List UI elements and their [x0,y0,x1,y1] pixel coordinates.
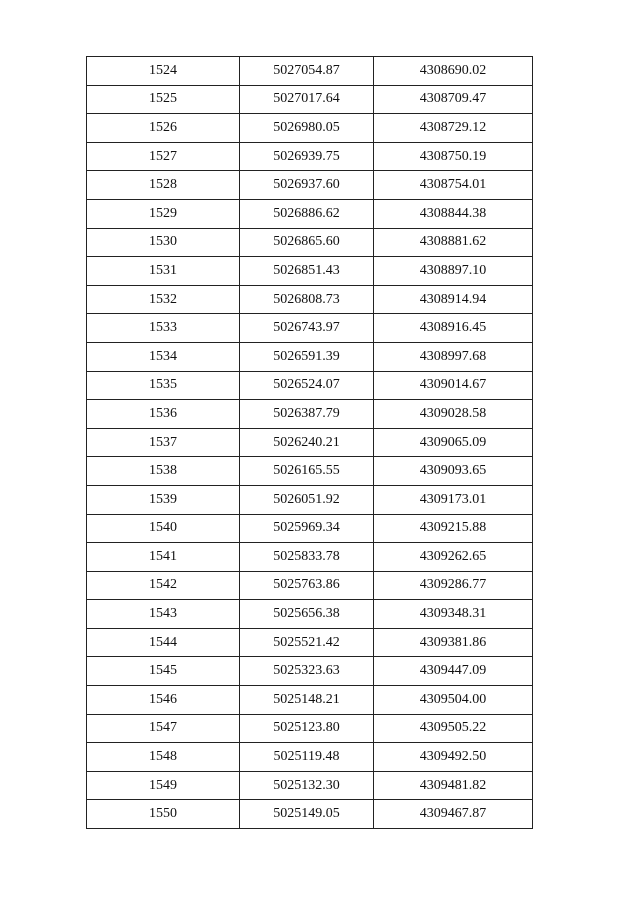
y-coordinate-cell: 4308914.94 [374,285,533,314]
y-coordinate-cell: 4308897.10 [374,257,533,286]
coordinate-table-body [87,57,533,829]
x-coordinate-cell: 5025323.63 [240,657,374,686]
point-number-cell: 1548 [87,743,240,772]
point-number-cell: 1549 [87,771,240,800]
table-row [87,514,533,543]
point-number-cell: 1526 [87,114,240,143]
table-row [87,85,533,114]
x-coordinate-cell: 5026808.73 [240,285,374,314]
y-coordinate-cell: 4309215.88 [374,514,533,543]
x-coordinate-cell: 5025521.42 [240,628,374,657]
y-coordinate-cell: 4308844.38 [374,199,533,228]
x-coordinate-cell: 5026524.07 [240,371,374,400]
y-coordinate-cell: 4308997.68 [374,342,533,371]
table-row [87,142,533,171]
table-row [87,771,533,800]
y-coordinate-cell: 4309286.77 [374,571,533,600]
x-coordinate-cell: 5026886.62 [240,199,374,228]
x-coordinate-cell: 5025656.38 [240,600,374,629]
y-coordinate-cell: 4309492.50 [374,743,533,772]
point-number-cell: 1544 [87,628,240,657]
point-number-cell: 1531 [87,257,240,286]
table-row [87,485,533,514]
table-row [87,400,533,429]
y-coordinate-cell: 4309467.87 [374,800,533,829]
x-coordinate-cell: 5026743.97 [240,314,374,343]
y-coordinate-cell: 4309504.00 [374,686,533,715]
x-coordinate-cell: 5026240.21 [240,428,374,457]
y-coordinate-cell: 4308729.12 [374,114,533,143]
x-coordinate-cell: 5026865.60 [240,228,374,257]
point-number-cell: 1550 [87,800,240,829]
x-coordinate-cell: 5026937.60 [240,171,374,200]
table-row [87,686,533,715]
table-row [87,428,533,457]
y-coordinate-cell: 4308916.45 [374,314,533,343]
point-number-cell: 1527 [87,142,240,171]
y-coordinate-cell: 4309381.86 [374,628,533,657]
y-coordinate-cell: 4309028.58 [374,400,533,429]
table-row [87,285,533,314]
table-row [87,257,533,286]
table-row [87,571,533,600]
y-coordinate-cell: 4308754.01 [374,171,533,200]
y-coordinate-cell: 4308690.02 [374,57,533,86]
point-number-cell: 1532 [87,285,240,314]
y-coordinate-cell: 4309348.31 [374,600,533,629]
x-coordinate-cell: 5026851.43 [240,257,374,286]
point-number-cell: 1535 [87,371,240,400]
table-row [87,371,533,400]
table-row [87,628,533,657]
table-row [87,57,533,86]
point-number-cell: 1540 [87,514,240,543]
point-number-cell: 1542 [87,571,240,600]
point-number-cell: 1545 [87,657,240,686]
table-row [87,228,533,257]
point-number-cell: 1525 [87,85,240,114]
y-coordinate-cell: 4308881.62 [374,228,533,257]
y-coordinate-cell: 4308709.47 [374,85,533,114]
point-number-cell: 1524 [87,57,240,86]
table-row [87,171,533,200]
x-coordinate-cell: 5025969.34 [240,514,374,543]
y-coordinate-cell: 4309014.67 [374,371,533,400]
y-coordinate-cell: 4309481.82 [374,771,533,800]
x-coordinate-cell: 5026939.75 [240,142,374,171]
point-number-cell: 1539 [87,485,240,514]
y-coordinate-cell: 4308750.19 [374,142,533,171]
point-number-cell: 1541 [87,543,240,572]
table-row [87,743,533,772]
x-coordinate-cell: 5025149.05 [240,800,374,829]
table-row [87,714,533,743]
x-coordinate-cell: 5027054.87 [240,57,374,86]
x-coordinate-cell: 5026980.05 [240,114,374,143]
x-coordinate-cell: 5026051.92 [240,485,374,514]
point-number-cell: 1533 [87,314,240,343]
x-coordinate-cell: 5025763.86 [240,571,374,600]
x-coordinate-cell: 5026591.39 [240,342,374,371]
y-coordinate-cell: 4309065.09 [374,428,533,457]
x-coordinate-cell: 5026165.55 [240,457,374,486]
table-row [87,342,533,371]
point-number-cell: 1537 [87,428,240,457]
point-number-cell: 1538 [87,457,240,486]
point-number-cell: 1534 [87,342,240,371]
y-coordinate-cell: 4309262.65 [374,543,533,572]
x-coordinate-cell: 5027017.64 [240,85,374,114]
y-coordinate-cell: 4309505.22 [374,714,533,743]
table-row [87,657,533,686]
x-coordinate-cell: 5025119.48 [240,743,374,772]
table-row [87,543,533,572]
point-number-cell: 1546 [87,686,240,715]
table-row [87,600,533,629]
x-coordinate-cell: 5025148.21 [240,686,374,715]
table-row [87,457,533,486]
table-row [87,114,533,143]
table-row [87,800,533,829]
table-row [87,314,533,343]
x-coordinate-cell: 5025833.78 [240,543,374,572]
y-coordinate-cell: 4309093.65 [374,457,533,486]
point-number-cell: 1536 [87,400,240,429]
point-number-cell: 1529 [87,199,240,228]
point-number-cell: 1547 [87,714,240,743]
x-coordinate-cell: 5025132.30 [240,771,374,800]
x-coordinate-cell: 5026387.79 [240,400,374,429]
point-number-cell: 1530 [87,228,240,257]
point-number-cell: 1543 [87,600,240,629]
y-coordinate-cell: 4309173.01 [374,485,533,514]
point-number-cell: 1528 [87,171,240,200]
y-coordinate-cell: 4309447.09 [374,657,533,686]
coordinate-table [86,56,533,829]
x-coordinate-cell: 5025123.80 [240,714,374,743]
table-row [87,199,533,228]
